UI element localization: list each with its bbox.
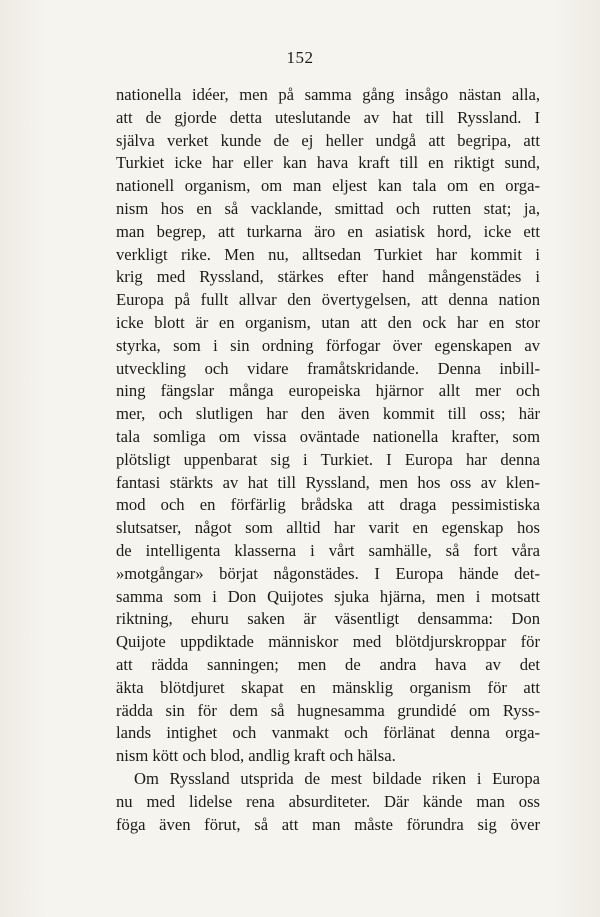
text-line: föga även förut, så att man måste förundra sig över xyxy=(116,814,540,834)
text-line: fantasi stärkts av hat till Ryssland, men hos oss av klen- xyxy=(116,472,540,492)
text-line: att rädda sanningen; men de andra hava av det xyxy=(116,654,540,674)
text-line: tala somliga om vissa oväntade nationella krafter, som xyxy=(116,426,540,446)
text-line: slutsatser, något som alltid har varit en egenskap hos xyxy=(116,518,540,538)
text-line: Quijote uppdiktade människor med blötdjurskroppar för xyxy=(116,632,540,652)
text-line: ning fängslar många europeiska hjärnor allt mer och xyxy=(116,381,540,401)
page-number: 152 xyxy=(286,48,314,67)
text-line: riktning, ehuru saken är väsentligt densamma: Don xyxy=(116,609,540,629)
text-line: Turkiet icke har eller kan hava kraft till en riktigt sund, xyxy=(116,153,540,173)
text-line: nationella idéer, men på samma gång insågo nästan alla, xyxy=(116,85,540,104)
text-line: samma som i Don Quijotes sjuka hjärna, men i motsatt xyxy=(116,586,540,606)
text-line: »motgångar» börjat någonstädes. I Europa hände det- xyxy=(116,563,540,583)
body-text xyxy=(116,84,540,836)
text-line: styrka, som i sin ordning förfogar över egenskapen av xyxy=(116,335,540,355)
text-line: verkligt rike. Men nu, alltsedan Turkiet har kommit i xyxy=(116,244,540,264)
text-line: man begrep, att turkarna äro en asiatisk hord, icke ett xyxy=(116,221,540,241)
text-line: nu med lidelse rena absurditeter. Där kände man oss xyxy=(116,791,540,811)
text-line: mod och en förfärlig brådska att draga pessimistiska xyxy=(116,495,540,515)
text-line: nationell organism, om man eljest kan tala om en orga- xyxy=(116,176,540,196)
text-line: nism hos en så vacklande, smittad och rutten stat; ja, xyxy=(116,198,540,218)
text-line: utveckling och vidare framåtskridande. Denna inbill- xyxy=(116,358,540,378)
text-line: rädda sin för dem så hugnesamma grundidé om Ryss- xyxy=(116,700,540,720)
text-line: själva verket kunde de ej heller undgå att begripa, att xyxy=(116,130,540,150)
text-line: äkta blötdjuret skapat en mänsklig organism för att xyxy=(116,677,540,697)
text-line: de intelligenta klasserna i vårt samhälle, så fort våra xyxy=(116,540,540,560)
text-line: mer, och slutligen har den även kommit till oss; här xyxy=(116,404,540,424)
text-line: Europa på fullt allvar den övertygelsen, att denna nation xyxy=(116,290,540,310)
page-corner-fold xyxy=(514,0,600,42)
text-line: lands intighet och vanmakt och förlänat denna orga- xyxy=(116,723,540,743)
text-line: krig med Ryssland, stärkes efter hand mångenstädes i xyxy=(116,267,540,287)
text-line: plötsligt uppenbarat sig i Turkiet. I Europa har denna xyxy=(116,449,540,469)
text-line: icke blott är en organism, utan att den ock har en stor xyxy=(116,312,540,332)
text-line-paragraph-start: Om Ryssland utsprida de mest bildade riken i Europa xyxy=(134,768,540,788)
text-line-paragraph-end: nism kött och blod, andlig kraft och hälsa. xyxy=(116,746,396,766)
text-line: att de gjorde detta uteslutande av hat till Ryssland. I xyxy=(116,107,540,127)
